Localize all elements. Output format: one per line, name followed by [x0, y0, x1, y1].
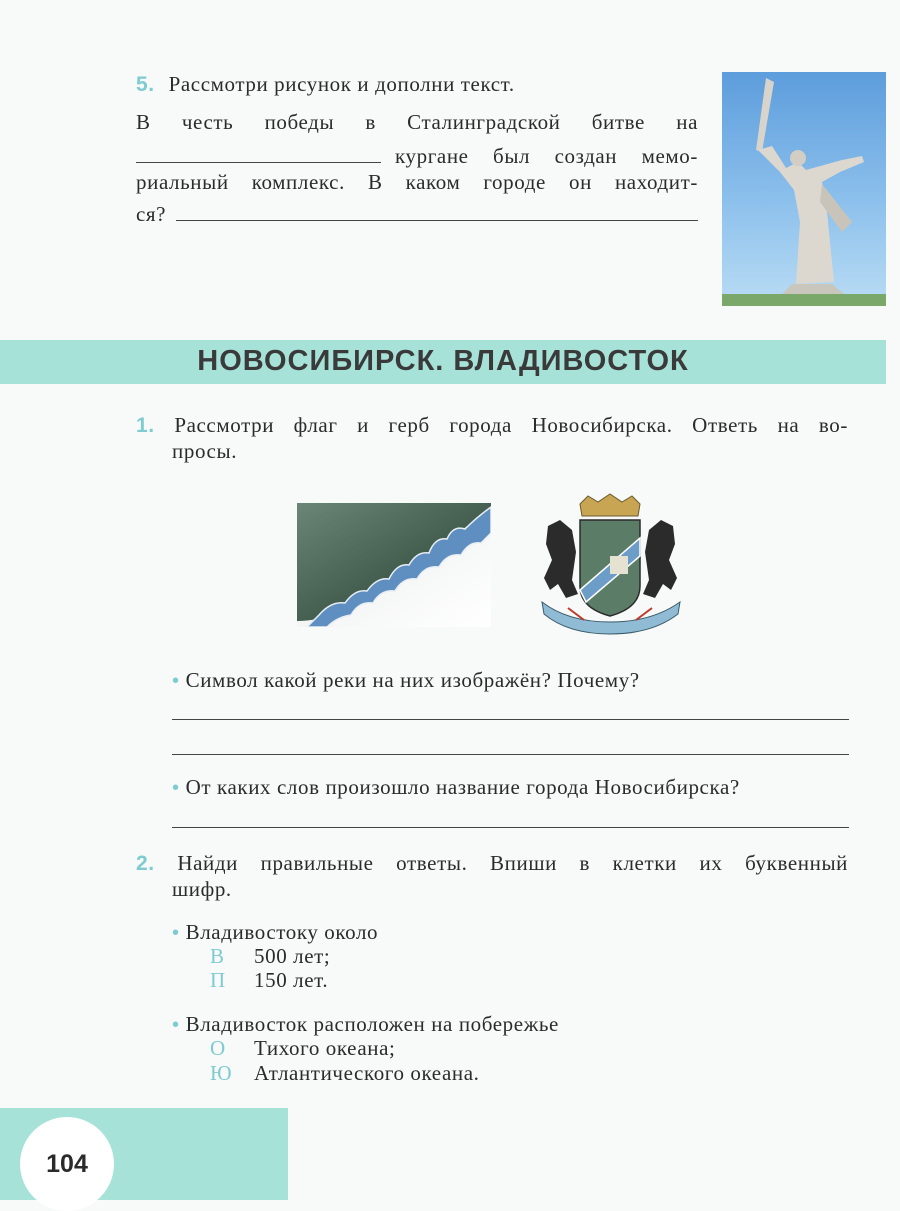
task5-line1: В честь победы в Сталинградской битве на — [136, 110, 698, 134]
task2-question2 — [172, 1012, 559, 1038]
bullet-icon: • — [172, 1014, 180, 1036]
motherland-calls-statue-icon — [722, 72, 886, 306]
task2-line2: шифр. — [172, 877, 232, 901]
answer-blank-kurgan[interactable] — [136, 144, 381, 163]
answer-line-3[interactable] — [172, 827, 849, 828]
option-row[interactable] — [210, 1036, 395, 1061]
task2-question2-text: Владивосток расположен на побережье — [185, 1012, 559, 1036]
novosibirsk-coat-of-arms-image — [528, 490, 693, 637]
task1-question1 — [172, 664, 640, 697]
answer-line-2[interactable] — [172, 754, 849, 755]
task5-heading — [136, 68, 706, 101]
answer-blank-city[interactable] — [176, 202, 698, 221]
section-banner — [0, 340, 886, 384]
task1-question2-text: От каких слов произошло название города Новосибирска? — [185, 775, 740, 799]
option-text: Атлантического океана. — [254, 1061, 480, 1085]
option-letter: Ю — [210, 1061, 233, 1085]
option-letter: П — [210, 968, 226, 992]
task1-question2 — [172, 771, 740, 804]
bullet-icon: • — [172, 670, 180, 692]
task2-question1 — [172, 920, 378, 946]
answer-line-1[interactable] — [172, 719, 849, 720]
option-row[interactable] — [210, 968, 328, 993]
task1-number: 1. — [136, 414, 155, 437]
monument-photo — [722, 72, 886, 306]
page-number: 104 — [20, 1117, 114, 1211]
task5-number: 5. — [136, 73, 155, 96]
section-title: НОВОСИБИРСК. ВЛАДИВОСТОК — [197, 345, 689, 377]
task5-line2-text: кургане был создан мемо- — [395, 144, 698, 168]
task5-line4 — [136, 198, 698, 230]
option-letter: О — [210, 1036, 226, 1060]
option-text: 150 лет. — [254, 968, 329, 992]
task2-line1 — [136, 847, 848, 880]
task5-instruction: Рассмотри рисунок и дополни текст. — [168, 72, 515, 96]
task1-line2: просы. — [172, 439, 238, 463]
novosibirsk-flag-image — [297, 503, 491, 627]
novosibirsk-coat-of-arms-icon — [528, 490, 693, 637]
task5-line4-text: ся? — [136, 202, 167, 226]
option-letter: В — [210, 944, 225, 968]
task2-question1-text: Владивостоку около — [185, 920, 379, 944]
task1-question1-text: Символ какой реки на них изображён? Почему? — [185, 668, 640, 692]
option-row[interactable] — [210, 1061, 480, 1086]
option-text: 500 лет; — [254, 944, 331, 968]
task1-line1 — [136, 409, 848, 442]
task2-number: 2. — [136, 852, 155, 875]
option-row[interactable] — [210, 944, 330, 969]
task5-line3: риальный комплекс. В каком городе он находит- — [136, 170, 698, 194]
task2-line1-text: Найди правильные ответы. Впиши в клетки их буквенный — [177, 851, 848, 875]
page-footer — [0, 1108, 288, 1200]
bullet-icon: • — [172, 922, 180, 944]
option-text: Тихого океана; — [254, 1036, 396, 1060]
novosibirsk-flag-icon — [297, 503, 491, 627]
task1-line1-text: Рассмотри флаг и герб города Новосибирска. Ответь на во- — [174, 413, 848, 437]
bullet-icon: • — [172, 777, 180, 799]
